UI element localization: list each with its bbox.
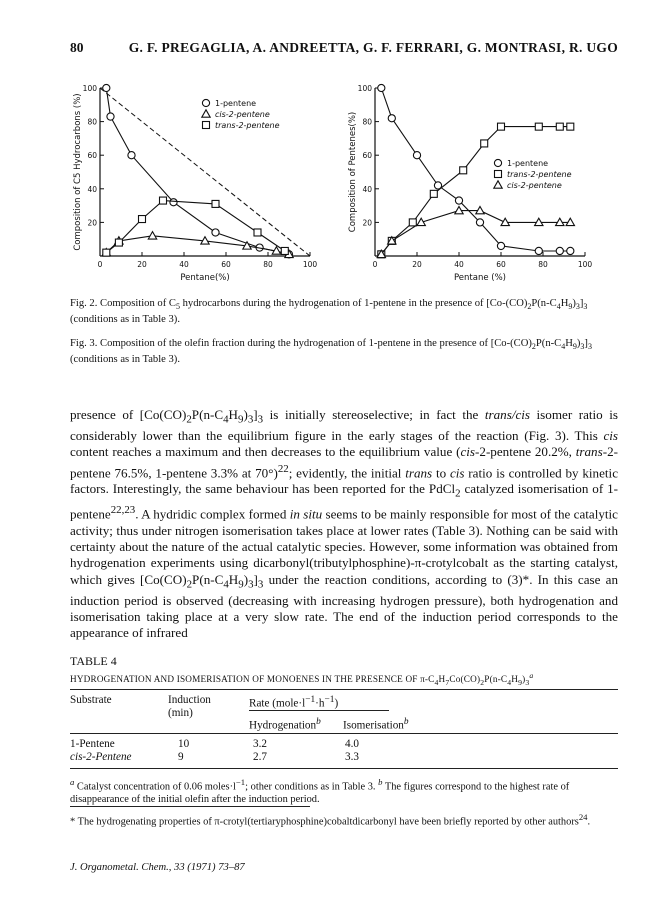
fig3-trans-2-pentene-point: [430, 190, 437, 197]
fig3-x-tick-label: 100: [577, 260, 593, 269]
footnote-rule: [70, 806, 310, 807]
fig2-legend-symbol: [203, 122, 210, 129]
fig2-x-tick-label: 100: [302, 260, 318, 269]
fig3-caption: Fig. 3. Composition of the olefin fraction during the hydrogenation of 1-pentene in the presence of $[Co-(CO)_2P(n-C_4H_9)_3]_3$ (conditions as in Table 3).: [70, 338, 592, 366]
journal-citation: J. Organometal. Chem., 33 (1971) 73–87: [70, 862, 245, 873]
fig3-legend-symbol: [495, 171, 502, 178]
fig2-legend: [202, 99, 280, 130]
th-substrate: Substrate: [70, 694, 112, 706]
table-row-2-substrate: cis-2-Pentene: [70, 751, 132, 763]
fig3-legend-label: 1-pentene: [507, 159, 549, 168]
page-footnote: * The hydrogenating properties of π-crotyl(tertiaryphosphine)cobaltdicarbonyl have been briefly reported by other authors$^{24}$.: [70, 812, 591, 828]
table-bottom-rule: [70, 768, 618, 769]
fig3-legend: [494, 159, 572, 190]
fig2-y-tick-label: 100: [82, 84, 97, 93]
fig2-trans-2-pentene-point: [139, 216, 146, 223]
fig2-y-tick-label: 60: [87, 151, 97, 161]
fig2-legend-label: trans-2-pentene: [215, 121, 280, 130]
fig2-y-tick-label: 20: [87, 218, 97, 228]
fig3-y-axis-label: Composition of Pentenes(%): [348, 111, 358, 233]
table-footnote: $^a$ Catalyst concentration of 0.06 $moles\cdot l^{-1}$; other conditions as in Table 3. $^b$ The figures correspond to the highest rate of disappearance of the initial olefin after the induction period.: [70, 777, 570, 806]
table-caption: HYDROGENATION AND ISOMERISATION OF MONOENES IN THE PRESENCE OF $\pi-C_4H_7Co(CO)_2P(n-C_4H_9)_3^a$: [70, 671, 534, 687]
fig3-y-tick-label: 20: [362, 218, 372, 228]
fig2-trans-2-pentene-point: [115, 239, 122, 246]
fig2-y-axis-label: Composition of C5 Hydrocarbons (%): [73, 93, 83, 251]
fig2-1-pentene-point: [128, 152, 135, 159]
table-label: TABLE 4: [70, 654, 117, 668]
fig2-x-tick-label: 60: [221, 260, 231, 269]
fig3-1-pentene-point: [413, 152, 420, 159]
fig2-1-pentene-point: [212, 229, 219, 236]
fig3-x-tick-label: 0: [372, 260, 378, 269]
fig3-x-axis-label: Pentane (%): [453, 273, 507, 283]
fig3-1-pentene-point: [476, 219, 483, 226]
table-row-1-isomerisation: 4.0: [345, 738, 359, 750]
fig2-x-axis-label: Pentane(%): [180, 273, 230, 283]
table-row-2-hydrogenation: 2.7: [253, 751, 267, 763]
th-rate: Rate $(mole\cdot l^{-1}\cdot h^{-1})$: [249, 695, 339, 710]
th-induction: Induction: [168, 694, 211, 706]
fig2-x-tick-label: 20: [137, 260, 147, 269]
fig3-x-tick-label: 20: [412, 260, 422, 269]
fig2-legend-label: 1-pentene: [215, 99, 257, 108]
fig2-cis-2-pentene-point: [148, 232, 156, 239]
fig3-1-pentene-point: [388, 115, 395, 122]
fig3-y-tick-label: 60: [362, 151, 372, 161]
fig3-legend-label: trans-2-pentene: [507, 170, 572, 179]
fig3-trans-2-pentene-point: [567, 123, 574, 130]
page-number: 80: [70, 40, 84, 55]
author-line: G. F. PREGAGLIA, A. ANDREETTA, G. F. FERRARI, G. MONTRASI, R. UGO: [128, 40, 618, 55]
fig2-y-tick-label: 80: [87, 117, 97, 127]
fig3-legend-symbol: [494, 159, 501, 166]
fig3-y-tick-label: 80: [362, 117, 372, 127]
table-top-rule: [70, 689, 618, 690]
fig2-1-pentene-point: [103, 84, 110, 91]
fig3-1-pentene-point: [455, 197, 462, 204]
fig3-trans-2-pentene-point: [409, 219, 416, 226]
fig3-trans-2-pentene-point: [460, 167, 467, 174]
table-row-1-induction: 10: [178, 738, 190, 750]
fig2-y-tick-label: 40: [87, 184, 97, 194]
fig2-trans-2-pentene-point: [160, 197, 167, 204]
fig3-y-tick-label: 40: [362, 184, 372, 194]
fig2-x-tick-label: 40: [179, 260, 189, 269]
fig3-series-trans-2-pentene-line: [381, 127, 570, 255]
fig2-1-pentene-point: [107, 113, 114, 120]
table-mid-rule: [70, 733, 618, 734]
fig2-legend-label: cis-2-pentene: [215, 110, 270, 119]
fig3-legend-symbol: [494, 181, 502, 188]
fig2-x-tick-label: 0: [97, 260, 103, 269]
body-paragraph: presence of $[Co(CO)_2P(n-C_4H_9)_3]_3$ is initially stereoselective; in fact the trans/cis isomer ratio is considerably lower than the equilibrium figure in the early stages of the reaction (Fig. 3). This cis content reaches a maximum and then decreases to the equilibrium value (cis-2-pentene 20.2%, trans-2-pentene 76.5%, 1-pentene 3.3% at 70°)$^{22}$; evidently, the initial trans to cis ratio is controlled by kinetic factors. Interestingly, the same behaviour has been reported for the PdCl$_2$ catalyzed isomerisation of 1-pentene$^{22,23}$. A hydridic complex formed in situ seems to be mainly responsible for most of the catalytic activity; thus under nitrogen isomerisation takes place at lower rates (Table 3). Nothing can be said with certainty about the nature of the actual catalytic species. However, some information was obtained from hydrogenation experiments using dicarbonyl(tributylphosphine)-π-crotylcobalt as the starting catalyst, which gives $[Co(CO)_2P(n-C_4H_9)_3]_3$ under the reaction conditions, according to (3)*. In this case an induction period is observed (decreasing with increasing hydrogen pressure), both hydrogenation and isomerisation taking place at a very slow rate. The end of the induction period corresponds to the appearance of infrared: [70, 407, 619, 641]
fig3-1-pentene-point: [567, 247, 574, 254]
th-isomerisation: Isomerisation$^b$: [343, 717, 409, 732]
fig3-1-pentene-point: [556, 247, 563, 254]
rate-rule: [249, 710, 389, 711]
fig3-y-tick-label: 100: [357, 84, 372, 93]
th-induction-unit: (min): [168, 707, 193, 719]
fig3-x-tick-label: 60: [496, 260, 506, 269]
table-row-2-isomerisation: 3.3: [345, 751, 359, 763]
fig2-trans-2-pentene-point: [281, 247, 288, 254]
fig3-x-tick-label: 80: [538, 260, 548, 269]
fig2-x-tick-label: 80: [263, 260, 273, 269]
fig3-trans-2-pentene-point: [535, 123, 542, 130]
fig3-x-tick-label: 40: [454, 260, 464, 269]
fig2-legend-symbol: [202, 110, 210, 117]
table-row-2-induction: 9: [178, 751, 184, 763]
fig3-trans-2-pentene-point: [498, 123, 505, 130]
fig3-1-pentene-point: [535, 247, 542, 254]
fig3-series-cis-2-pentene-line: [381, 211, 570, 255]
running-header: [70, 40, 618, 60]
fig2-chart: [70, 78, 340, 293]
th-hydrogenation: Hydrogenation$^b$: [249, 717, 321, 732]
fig2-1-pentene-point: [170, 199, 177, 206]
fig3-1-pentene-point: [497, 242, 504, 249]
fig2-legend-symbol: [202, 99, 209, 106]
table-row-1-substrate: 1-Pentene: [70, 738, 115, 750]
fig2-caption: Fig. 2. Composition of $C_5$ hydrocarbons during the hydrogenation of 1-pentene in the presence of $[Co-(CO)_2P(n-C_4H_9)_3]_3$ (conditions as in Table 3).: [70, 298, 588, 326]
fig3-trans-2-pentene-point: [556, 123, 563, 130]
fig2-trans-2-pentene-point: [254, 229, 261, 236]
table-row-1-hydrogenation: 3.2: [253, 738, 267, 750]
fig2-trans-2-pentene-point: [212, 200, 219, 207]
fig3-trans-2-pentene-point: [481, 140, 488, 147]
fig3-1-pentene-point: [378, 84, 385, 91]
fig3-chart: [345, 78, 615, 293]
fig2-trans-2-pentene-point: [103, 249, 110, 256]
fig3-legend-label: cis-2-pentene: [507, 181, 562, 190]
